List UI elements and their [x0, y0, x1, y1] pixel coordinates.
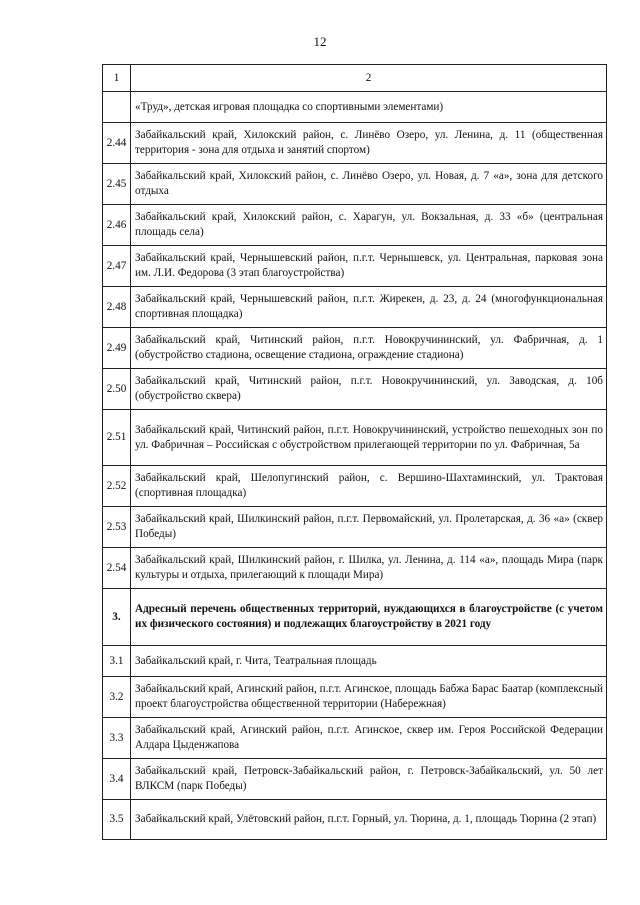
table-row: [103, 800, 607, 840]
territory-table: [102, 64, 607, 840]
table-row: [103, 646, 607, 677]
table-row: [103, 205, 607, 246]
table-row: [103, 759, 607, 800]
table-row: [103, 548, 607, 589]
row-number: 2.54: [103, 548, 131, 589]
row-text: Забайкальский край, Петровск-Забайкальский район, г. Петровск-Забайкальский, ул. 50 лет ВЛКСМ (парк Победы): [131, 759, 607, 800]
table-row: [103, 677, 607, 718]
row-text: Забайкальский край, Хилокский район, с. Линёво Озеро, ул. Ленина, д. 11 (общественная территория - зона для отдыха и занятий спортом): [131, 123, 607, 164]
table-row: [103, 246, 607, 287]
row-text: Забайкальский край, Агинский район, п.г.т. Агинское, площадь Бабжа Барас Баатар (комплексный проект благоустройства общественной территории (Набережная): [131, 677, 607, 718]
row-text: Забайкальский край, Шилкинский район, п.г.т. Первомайский, ул. Пролетарская, д. 36 «а» (сквер Победы): [131, 507, 607, 548]
row-number: 2.52: [103, 466, 131, 507]
row-text: «Труд», детская игровая площадка со спортивными элементами): [131, 92, 607, 123]
row-text: Забайкальский край, Шилкинский район, г. Шилка, ул. Ленина, д. 114 «а», площадь Мира (парк культуры и отдыха, прилегающий к площади Мира): [131, 548, 607, 589]
row-text: Забайкальский край, Читинский район, п.г.т. Новокручининский, ул. Фабричная, д. 1 (обустройство стадиона, освещение стадиона, ограждение стадиона): [131, 328, 607, 369]
row-number: 2.50: [103, 369, 131, 410]
row-text: Забайкальский край, Шелопугинский район, с. Вершино-Шахтаминский, ул. Трактовая (спортивная площадка): [131, 466, 607, 507]
row-number: 2.49: [103, 328, 131, 369]
row-text: Забайкальский край, Хилокский район, с. Линёво Озеро, ул. Новая, д. 7 «а», зона для детского отдыха: [131, 164, 607, 205]
row-text: Забайкальский край, Читинский район, п.г.т. Новокручининский, ул. Заводская, д. 10б (обустройство сквера): [131, 369, 607, 410]
section-heading-row: [103, 589, 607, 646]
table-row: [103, 369, 607, 410]
table-row: [103, 466, 607, 507]
table-row: [103, 123, 607, 164]
page-number: 12: [313, 34, 327, 49]
row-text: Забайкальский край, г. Чита, Театральная площадь: [131, 646, 607, 677]
row-number: [103, 92, 131, 123]
row-text: Забайкальский край, Хилокский район, с. Харагун, ул. Вокзальная, д. 33 «б» (центральная площадь села): [131, 205, 607, 246]
section-heading: Адресный перечень общественных территорий, нуждающихся в благоустройстве (с учетом их физического состояния) и подлежащих благоустройству в 2021 году: [131, 589, 607, 646]
table-header-row: [103, 65, 607, 92]
row-number: 2.48: [103, 287, 131, 328]
row-number: 2.47: [103, 246, 131, 287]
row-text: Забайкальский край, Чернышевский район, п.г.т. Жирекен, д. 23, д. 24 (многофункциональная спортивная площадка): [131, 287, 607, 328]
row-number: 3.2: [103, 677, 131, 718]
row-number: 2.46: [103, 205, 131, 246]
row-text: Забайкальский край, Улётовский район, п.г.т. Горный, ул. Тюрина, д. 1, площадь Тюрина (2 этап): [131, 800, 607, 840]
row-number: 2.51: [103, 410, 131, 466]
section-number: 3.: [103, 589, 131, 646]
row-text: Забайкальский край, Агинский район, п.г.т. Агинское, сквер им. Героя Российской Федерации Алдара Цыденжапова: [131, 718, 607, 759]
row-text: Забайкальский край, Читинский район, п.г.т. Новокручининский, устройство пешеходных зон по ул. Фабричная – Российская с обустройством прилегающей территории по ул. Фабричная, 5а: [131, 410, 607, 466]
row-number: 3.3: [103, 718, 131, 759]
table-row: [103, 328, 607, 369]
table-row: [103, 507, 607, 548]
row-number: 2.53: [103, 507, 131, 548]
table-row: [103, 92, 607, 123]
row-number: 3.1: [103, 646, 131, 677]
table-row: [103, 410, 607, 466]
table-row: [103, 718, 607, 759]
table-row: [103, 287, 607, 328]
row-number: 3.4: [103, 759, 131, 800]
column-header-description: 2: [131, 65, 607, 92]
row-number: 2.45: [103, 164, 131, 205]
column-header-number: 1: [103, 65, 131, 92]
row-number: 2.44: [103, 123, 131, 164]
row-number: 3.5: [103, 800, 131, 840]
table-row: [103, 164, 607, 205]
row-text: Забайкальский край, Чернышевский район, п.г.т. Чернышевск, ул. Центральная, парковая зона им. Л.И. Федорова (3 этап благоустройства): [131, 246, 607, 287]
